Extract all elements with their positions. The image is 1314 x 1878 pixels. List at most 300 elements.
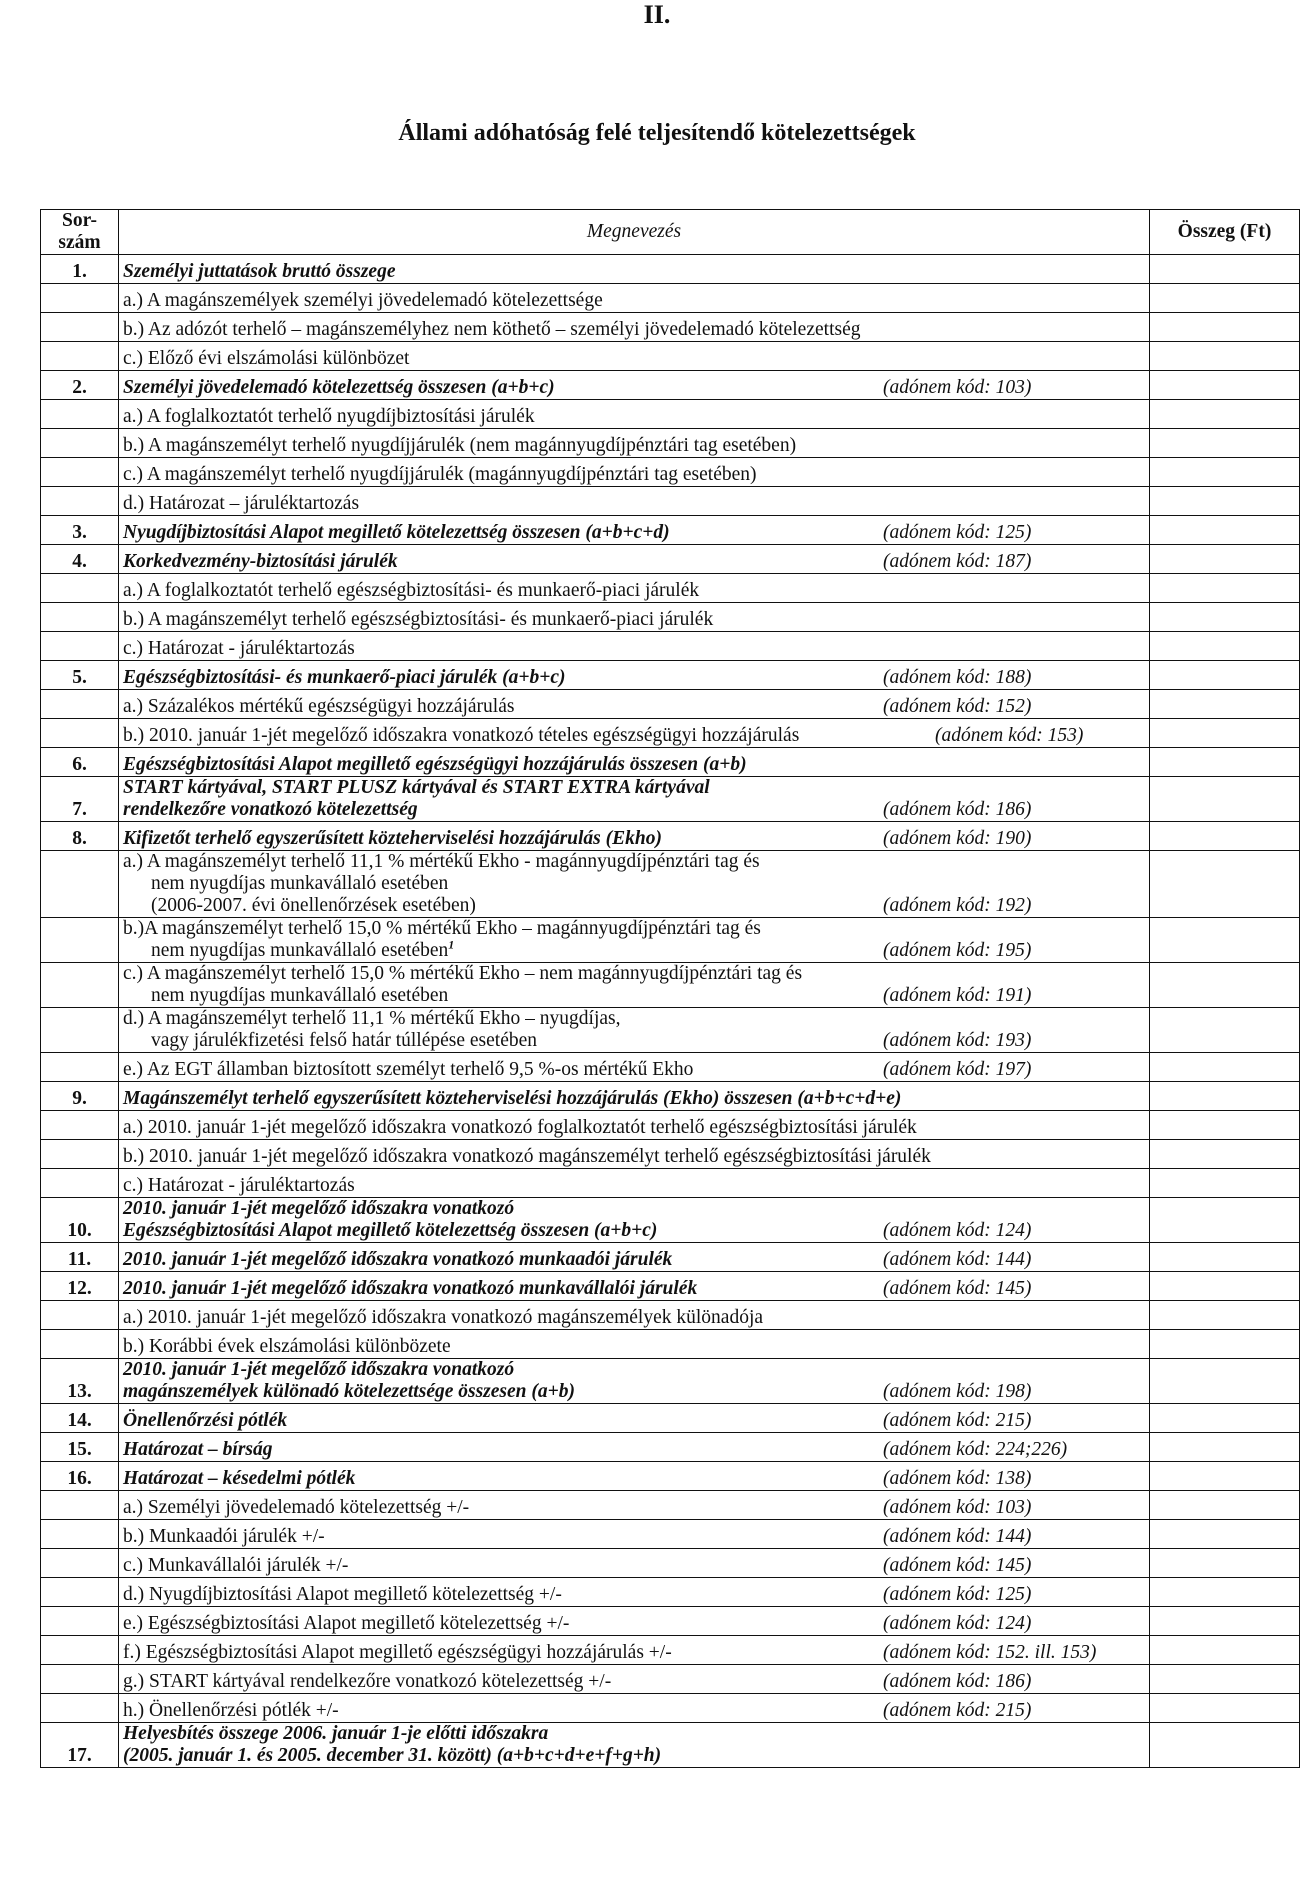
row-description bbox=[119, 516, 1150, 545]
amount-cell[interactable] bbox=[1150, 851, 1300, 918]
row-description bbox=[119, 1053, 1150, 1082]
row-description bbox=[119, 748, 1150, 777]
description-text bbox=[123, 963, 883, 1007]
amount-cell[interactable] bbox=[1150, 1053, 1300, 1082]
table-row bbox=[41, 1404, 1300, 1433]
description-text bbox=[123, 1059, 883, 1081]
description-text bbox=[123, 464, 1145, 486]
description-line-text: (2006-2007. évi önellenőrzések esetében) bbox=[151, 895, 476, 916]
description-line bbox=[123, 580, 1145, 602]
amount-cell[interactable] bbox=[1150, 1008, 1300, 1053]
amount-cell[interactable] bbox=[1150, 1723, 1300, 1768]
row-number bbox=[41, 1053, 119, 1082]
amount-cell[interactable] bbox=[1150, 1520, 1300, 1549]
tax-code: (adónem kód: 144) bbox=[883, 1249, 1032, 1270]
description-line bbox=[123, 828, 883, 850]
table-row bbox=[41, 1694, 1300, 1723]
row-description bbox=[119, 777, 1150, 822]
row-description bbox=[119, 1169, 1150, 1198]
tax-code: (adónem kód: 153) bbox=[935, 725, 1084, 746]
row-description bbox=[119, 255, 1150, 284]
header-row-number bbox=[41, 210, 119, 255]
amount-cell[interactable] bbox=[1150, 1433, 1300, 1462]
description-line-text: Határozat – késedelmi pótlék bbox=[123, 1468, 356, 1489]
amount-cell[interactable] bbox=[1150, 1636, 1300, 1665]
description-line-text: 2010. január 1-jét megelőző időszakra vonatkozó munkavállalói járulék bbox=[123, 1278, 698, 1299]
description-line bbox=[123, 1700, 883, 1722]
description-line bbox=[123, 319, 1145, 341]
table-row bbox=[41, 1301, 1300, 1330]
description-text bbox=[123, 377, 883, 399]
description-line bbox=[123, 667, 883, 689]
description-text bbox=[123, 638, 1145, 660]
description-text bbox=[123, 522, 883, 544]
amount-cell[interactable] bbox=[1150, 1111, 1300, 1140]
description-line bbox=[123, 1278, 883, 1300]
row-description bbox=[119, 487, 1150, 516]
description-text bbox=[123, 1700, 883, 1722]
description-text bbox=[123, 1175, 1145, 1197]
description-line bbox=[123, 493, 1145, 515]
table-row bbox=[41, 342, 1300, 371]
row-description bbox=[119, 1082, 1150, 1111]
description-text bbox=[123, 435, 1145, 457]
description-line-text: 2010. január 1-jét megelőző időszakra vonatkozó bbox=[123, 1359, 515, 1380]
row-number bbox=[41, 574, 119, 603]
row-number bbox=[41, 1491, 119, 1520]
description-line bbox=[123, 1439, 883, 1461]
row-number: 7. bbox=[41, 777, 119, 822]
row-description bbox=[119, 1665, 1150, 1694]
description-line-text: c.) Munkavállalói járulék +/- bbox=[123, 1555, 349, 1576]
description-line-text: Egészségbiztosítási Alapot megillető kötelezettség összesen (a+b+c) bbox=[123, 1220, 658, 1241]
description-line-text: c.) Határozat - járuléktartozás bbox=[123, 638, 355, 659]
description-line-text: h.) Önellenőrzési pótlék +/- bbox=[123, 1700, 339, 1721]
table-row bbox=[41, 400, 1300, 429]
tax-code: (adónem kód: 125) bbox=[883, 1584, 1032, 1605]
row-number: 2. bbox=[41, 371, 119, 400]
description-text bbox=[123, 1117, 1145, 1139]
row-number bbox=[41, 918, 119, 963]
tax-code: (adónem kód: 103) bbox=[883, 1497, 1032, 1518]
tax-code: (adónem kód: 124) bbox=[883, 1613, 1032, 1634]
description-line bbox=[123, 696, 883, 718]
row-number bbox=[41, 1330, 119, 1359]
description-text bbox=[123, 290, 1145, 312]
description-line-text: Nyugdíjbiztosítási Alapot megillető kötelezettség összesen (a+b+c+d) bbox=[123, 522, 670, 543]
description-text bbox=[123, 1249, 883, 1271]
description-line bbox=[123, 725, 935, 747]
table-row bbox=[41, 1053, 1300, 1082]
description-text bbox=[123, 696, 883, 718]
table-row bbox=[41, 1520, 1300, 1549]
row-description bbox=[119, 632, 1150, 661]
table-row bbox=[41, 487, 1300, 516]
description-line bbox=[123, 1642, 883, 1664]
description-text bbox=[123, 348, 1145, 370]
amount-cell[interactable] bbox=[1150, 1549, 1300, 1578]
amount-cell[interactable] bbox=[1150, 371, 1300, 400]
table-row bbox=[41, 1665, 1300, 1694]
description-line bbox=[123, 895, 883, 917]
amount-cell[interactable] bbox=[1150, 1330, 1300, 1359]
description-line-text: e.) Egészségbiztosítási Alapot megillető kötelezettség +/- bbox=[123, 1613, 570, 1634]
row-description bbox=[119, 1301, 1150, 1330]
description-line bbox=[123, 1220, 883, 1242]
row-description bbox=[119, 1607, 1150, 1636]
description-text bbox=[123, 777, 883, 821]
row-description bbox=[119, 1198, 1150, 1243]
description-text bbox=[123, 1307, 1145, 1329]
tax-code: (adónem kód: 195) bbox=[883, 940, 1032, 961]
tax-code: (adónem kód: 152. ill. 153) bbox=[883, 1642, 1097, 1663]
description-line-text: c.) A magánszemélyt terhelő 15,0 % mértékű Ekho – nem magánnyugdíjpénztári tag és bbox=[123, 963, 803, 984]
amount-cell[interactable] bbox=[1150, 1243, 1300, 1272]
table-row bbox=[41, 1359, 1300, 1404]
row-number: 6. bbox=[41, 748, 119, 777]
description-line bbox=[123, 377, 883, 399]
amount-cell[interactable] bbox=[1150, 1140, 1300, 1169]
tax-code: (adónem kód: 138) bbox=[883, 1468, 1032, 1489]
description-text bbox=[123, 1723, 1145, 1767]
amount-cell[interactable] bbox=[1150, 342, 1300, 371]
row-description bbox=[119, 458, 1150, 487]
row-description bbox=[119, 313, 1150, 342]
description-line-text: f.) Egészségbiztosítási Alapot megillető egészségügyi hozzájárulás +/- bbox=[123, 1642, 672, 1663]
amount-cell[interactable] bbox=[1150, 661, 1300, 690]
amount-cell[interactable] bbox=[1150, 632, 1300, 661]
table-row bbox=[41, 313, 1300, 342]
section-number: II. bbox=[643, 0, 671, 29]
row-description bbox=[119, 1694, 1150, 1723]
description-line-text: b.) A magánszemélyt terhelő nyugdíjjárulék (nem magánnyugdíjpénztári tag esetében) bbox=[123, 435, 797, 456]
amount-cell[interactable] bbox=[1150, 400, 1300, 429]
description-text bbox=[123, 828, 883, 850]
row-number bbox=[41, 1665, 119, 1694]
amount-cell[interactable] bbox=[1150, 1694, 1300, 1723]
table-row bbox=[41, 851, 1300, 918]
row-number: 16. bbox=[41, 1462, 119, 1491]
description-line bbox=[123, 851, 883, 873]
footnote-marker: 1 bbox=[448, 937, 455, 952]
description-text bbox=[123, 1555, 883, 1577]
description-line-text: g.) START kártyával rendelkezőre vonatkozó kötelezettség +/- bbox=[123, 1671, 612, 1692]
row-number bbox=[41, 1140, 119, 1169]
table-row bbox=[41, 1549, 1300, 1578]
tax-code: (adónem kód: 215) bbox=[883, 1410, 1032, 1431]
table-row bbox=[41, 1491, 1300, 1520]
description-line-text: d.) A magánszemélyt terhelő 11,1 % mértékű Ekho – nyugdíjas, bbox=[123, 1008, 621, 1029]
row-description bbox=[119, 1520, 1150, 1549]
amount-cell[interactable] bbox=[1150, 822, 1300, 851]
row-number bbox=[41, 487, 119, 516]
amount-cell[interactable] bbox=[1150, 963, 1300, 1008]
description-line bbox=[123, 1059, 883, 1081]
description-line-text: e.) Az EGT államban biztosított személyt terhelő 9,5 %-os mértékű Ekho bbox=[123, 1059, 694, 1080]
table-row bbox=[41, 1198, 1300, 1243]
description-line bbox=[123, 464, 1145, 486]
description-line-text: c.) Határozat - járuléktartozás bbox=[123, 1175, 355, 1196]
table-row bbox=[41, 458, 1300, 487]
description-text bbox=[123, 1642, 883, 1664]
table-row bbox=[41, 1433, 1300, 1462]
amount-cell[interactable] bbox=[1150, 429, 1300, 458]
tax-code: (adónem kód: 125) bbox=[883, 522, 1032, 543]
description-line bbox=[123, 1175, 1145, 1197]
row-description bbox=[119, 284, 1150, 313]
row-description bbox=[119, 429, 1150, 458]
tax-code: (adónem kód: 124) bbox=[883, 1220, 1032, 1241]
description-text bbox=[123, 1584, 883, 1606]
row-description bbox=[119, 690, 1150, 719]
row-number bbox=[41, 429, 119, 458]
row-number: 4. bbox=[41, 545, 119, 574]
amount-cell[interactable] bbox=[1150, 1491, 1300, 1520]
description-line-text: magánszemélyek különadó kötelezettsége összesen (a+b) bbox=[123, 1381, 575, 1402]
description-line-text: Helyesbítés összege 2006. január 1-je előtti időszakra bbox=[123, 1723, 549, 1744]
table-row bbox=[41, 429, 1300, 458]
description-line bbox=[123, 1410, 883, 1432]
description-line bbox=[123, 1359, 883, 1381]
description-line-text: b.) 2010. január 1-jét megelőző időszakra vonatkozó tételes egészségügyi hozzájárulás bbox=[123, 725, 800, 746]
amount-cell[interactable] bbox=[1150, 487, 1300, 516]
description-line-text: a.) 2010. január 1-jét megelőző időszakra vonatkozó magánszemélyek különadója bbox=[123, 1307, 764, 1328]
description-text bbox=[123, 1671, 883, 1693]
description-line-text: nem nyugdíjas munkavállaló esetében bbox=[151, 873, 449, 894]
amount-cell[interactable] bbox=[1150, 918, 1300, 963]
table-row bbox=[41, 1008, 1300, 1053]
amount-cell[interactable] bbox=[1150, 690, 1300, 719]
row-number bbox=[41, 1520, 119, 1549]
row-number: 10. bbox=[41, 1198, 119, 1243]
amount-cell[interactable] bbox=[1150, 748, 1300, 777]
description-line-text: a.) A magánszemélyek személyi jövedelemadó kötelezettsége bbox=[123, 290, 603, 311]
table-row bbox=[41, 822, 1300, 851]
description-line bbox=[123, 1745, 1145, 1767]
row-description bbox=[119, 371, 1150, 400]
row-description bbox=[119, 1433, 1150, 1462]
description-line-text: Egészségbiztosítási- és munkaerő-piaci járulék (a+b+c) bbox=[123, 667, 566, 688]
row-number bbox=[41, 1607, 119, 1636]
amount-cell[interactable] bbox=[1150, 313, 1300, 342]
description-line bbox=[123, 985, 883, 1007]
description-line-text: Önellenőrzési pótlék bbox=[123, 1410, 288, 1431]
amount-cell[interactable] bbox=[1150, 284, 1300, 313]
table-row bbox=[41, 661, 1300, 690]
description-line-text: rendelkezőre vonatkozó kötelezettség bbox=[123, 799, 418, 820]
amount-cell[interactable] bbox=[1150, 545, 1300, 574]
description-line bbox=[123, 1249, 883, 1271]
row-description bbox=[119, 1243, 1150, 1272]
description-text bbox=[123, 261, 1145, 283]
row-number bbox=[41, 851, 119, 918]
description-text bbox=[123, 493, 1145, 515]
row-number bbox=[41, 1636, 119, 1665]
description-text bbox=[123, 1613, 883, 1635]
amount-cell[interactable] bbox=[1150, 1665, 1300, 1694]
description-line bbox=[123, 1584, 883, 1606]
amount-cell[interactable] bbox=[1150, 1301, 1300, 1330]
table-row bbox=[41, 255, 1300, 284]
table-row bbox=[41, 1169, 1300, 1198]
table-row bbox=[41, 603, 1300, 632]
table-row bbox=[41, 1723, 1300, 1768]
description-line bbox=[123, 348, 1145, 370]
description-line-text: b.) 2010. január 1-jét megelőző időszakra vonatkozó magánszemélyt terhelő egészségbiztosítási járulék bbox=[123, 1146, 931, 1167]
description-line-text: c.) A magánszemélyt terhelő nyugdíjjárulék (magánnyugdíjpénztári tag esetében) bbox=[123, 464, 757, 485]
description-line bbox=[123, 937, 883, 962]
description-line bbox=[123, 1008, 883, 1030]
table-row bbox=[41, 1462, 1300, 1491]
amount-cell[interactable] bbox=[1150, 1404, 1300, 1433]
amount-cell[interactable] bbox=[1150, 516, 1300, 545]
row-number: 14. bbox=[41, 1404, 119, 1433]
row-number bbox=[41, 603, 119, 632]
table-row bbox=[41, 690, 1300, 719]
amount-cell[interactable] bbox=[1150, 1607, 1300, 1636]
description-line-text: Korkedvezmény-biztosítási járulék bbox=[123, 551, 398, 572]
row-description bbox=[119, 1491, 1150, 1520]
tax-code: (adónem kód: 197) bbox=[883, 1059, 1032, 1080]
tax-code: (adónem kód: 145) bbox=[883, 1555, 1032, 1576]
description-text bbox=[123, 667, 883, 689]
table-row bbox=[41, 1082, 1300, 1111]
description-text bbox=[123, 1336, 1145, 1358]
description-line-text: a.) A magánszemélyt terhelő 11,1 % mértékű Ekho - magánnyugdíjpénztári tag és bbox=[123, 851, 760, 872]
row-description bbox=[119, 851, 1150, 918]
table-row bbox=[41, 1636, 1300, 1665]
row-description bbox=[119, 1404, 1150, 1433]
description-text bbox=[123, 319, 1145, 341]
row-description bbox=[119, 603, 1150, 632]
amount-cell[interactable] bbox=[1150, 603, 1300, 632]
table-header-row bbox=[41, 210, 1300, 255]
description-line bbox=[123, 1613, 883, 1635]
tax-code: (adónem kód: 186) bbox=[883, 1671, 1032, 1692]
table-row bbox=[41, 1111, 1300, 1140]
amount-cell[interactable] bbox=[1150, 1169, 1300, 1198]
description-text bbox=[123, 1410, 883, 1432]
amount-cell[interactable] bbox=[1150, 1578, 1300, 1607]
description-line-text: b.) Az adózót terhelő – magánszemélyhez nem köthető – személyi jövedelemadó kötelezettség bbox=[123, 319, 861, 340]
row-number: 17. bbox=[41, 1723, 119, 1768]
description-line-text: vagy járulékfizetési felső határ túllépése esetében bbox=[151, 1030, 538, 1051]
row-description bbox=[119, 1549, 1150, 1578]
row-description bbox=[119, 574, 1150, 603]
row-number bbox=[41, 1578, 119, 1607]
row-number bbox=[41, 313, 119, 342]
description-line-text: a.) A foglalkoztatót terhelő nyugdíjbiztosítási járulék bbox=[123, 406, 535, 427]
description-text bbox=[123, 754, 1145, 776]
description-line bbox=[123, 1030, 883, 1052]
amount-cell[interactable] bbox=[1150, 1462, 1300, 1491]
description-line bbox=[123, 1497, 883, 1519]
amount-cell[interactable] bbox=[1150, 1198, 1300, 1243]
description-line bbox=[123, 435, 1145, 457]
amount-cell[interactable] bbox=[1150, 1359, 1300, 1404]
amount-cell[interactable] bbox=[1150, 719, 1300, 748]
amount-cell[interactable] bbox=[1150, 1272, 1300, 1301]
amount-cell[interactable] bbox=[1150, 574, 1300, 603]
description-line-text: nem nyugdíjas munkavállaló esetében bbox=[151, 940, 449, 961]
description-line-text: Magánszemélyt terhelő egyszerűsített közteherviselési hozzájárulás (Ekho) összesen (a+b+c+d+e) bbox=[123, 1088, 902, 1109]
tax-code: (adónem kód: 103) bbox=[883, 377, 1032, 398]
tax-code: (adónem kód: 215) bbox=[883, 1700, 1032, 1721]
row-number bbox=[41, 400, 119, 429]
row-number: 12. bbox=[41, 1272, 119, 1301]
description-line-text: b.)A magánszemélyt terhelő 15,0 % mértékű Ekho – magánnyugdíjpénztári tag és bbox=[123, 918, 761, 939]
description-line bbox=[123, 1671, 883, 1693]
row-description bbox=[119, 963, 1150, 1008]
table-row bbox=[41, 1578, 1300, 1607]
description-line bbox=[123, 1336, 1145, 1358]
row-number: 9. bbox=[41, 1082, 119, 1111]
row-description bbox=[119, 822, 1150, 851]
description-text bbox=[123, 1439, 883, 1461]
amount-cell[interactable] bbox=[1150, 458, 1300, 487]
row-description bbox=[119, 661, 1150, 690]
row-number: 13. bbox=[41, 1359, 119, 1404]
row-description bbox=[119, 1723, 1150, 1768]
description-line bbox=[123, 754, 1145, 776]
description-line-text: d.) Határozat – járuléktartozás bbox=[123, 493, 360, 514]
row-number bbox=[41, 1008, 119, 1053]
description-line-text: Határozat – bírság bbox=[123, 1439, 273, 1460]
row-number: 8. bbox=[41, 822, 119, 851]
table-row bbox=[41, 632, 1300, 661]
description-text bbox=[123, 851, 883, 917]
description-line bbox=[123, 1555, 883, 1577]
row-number: 5. bbox=[41, 661, 119, 690]
row-number bbox=[41, 1694, 119, 1723]
amount-cell[interactable] bbox=[1150, 777, 1300, 822]
table-row bbox=[41, 574, 1300, 603]
table-row bbox=[41, 371, 1300, 400]
description-line bbox=[123, 1198, 883, 1220]
row-description bbox=[119, 1578, 1150, 1607]
table-row bbox=[41, 1243, 1300, 1272]
row-number: 1. bbox=[41, 255, 119, 284]
description-line bbox=[123, 1381, 883, 1403]
tax-code: (adónem kód: 190) bbox=[883, 828, 1032, 849]
description-text bbox=[123, 1198, 883, 1242]
row-number bbox=[41, 342, 119, 371]
row-number bbox=[41, 1169, 119, 1198]
row-number bbox=[41, 632, 119, 661]
description-line bbox=[123, 873, 883, 895]
description-line bbox=[123, 406, 1145, 428]
page-title: Állami adóhatóság felé teljesítendő kötelezettségek bbox=[398, 120, 916, 146]
tax-code: (adónem kód: 187) bbox=[883, 551, 1032, 572]
description-line bbox=[123, 1468, 883, 1490]
description-line bbox=[123, 1117, 1145, 1139]
header-num-line2: szám bbox=[58, 232, 101, 253]
description-line-text: Személyi juttatások bruttó összege bbox=[123, 261, 396, 282]
description-line bbox=[123, 1307, 1145, 1329]
tax-code: (adónem kód: 192) bbox=[883, 895, 1032, 916]
description-line-text: a.) 2010. január 1-jét megelőző időszakra vonatkozó foglalkoztatót terhelő egészségbiztosítási járulék bbox=[123, 1117, 917, 1138]
description-text bbox=[123, 1146, 1145, 1168]
amount-cell[interactable] bbox=[1150, 255, 1300, 284]
row-number bbox=[41, 963, 119, 1008]
description-line-text: Személyi jövedelemadó kötelezettség összesen (a+b+c) bbox=[123, 377, 555, 398]
description-line bbox=[123, 918, 883, 940]
amount-cell[interactable] bbox=[1150, 1082, 1300, 1111]
description-line-text: c.) Előző évi elszámolási különbözet bbox=[123, 348, 410, 369]
table-row bbox=[41, 1272, 1300, 1301]
description-line bbox=[123, 609, 1145, 631]
description-line-text: a.) Személyi jövedelemadó kötelezettség +/- bbox=[123, 1497, 470, 1518]
